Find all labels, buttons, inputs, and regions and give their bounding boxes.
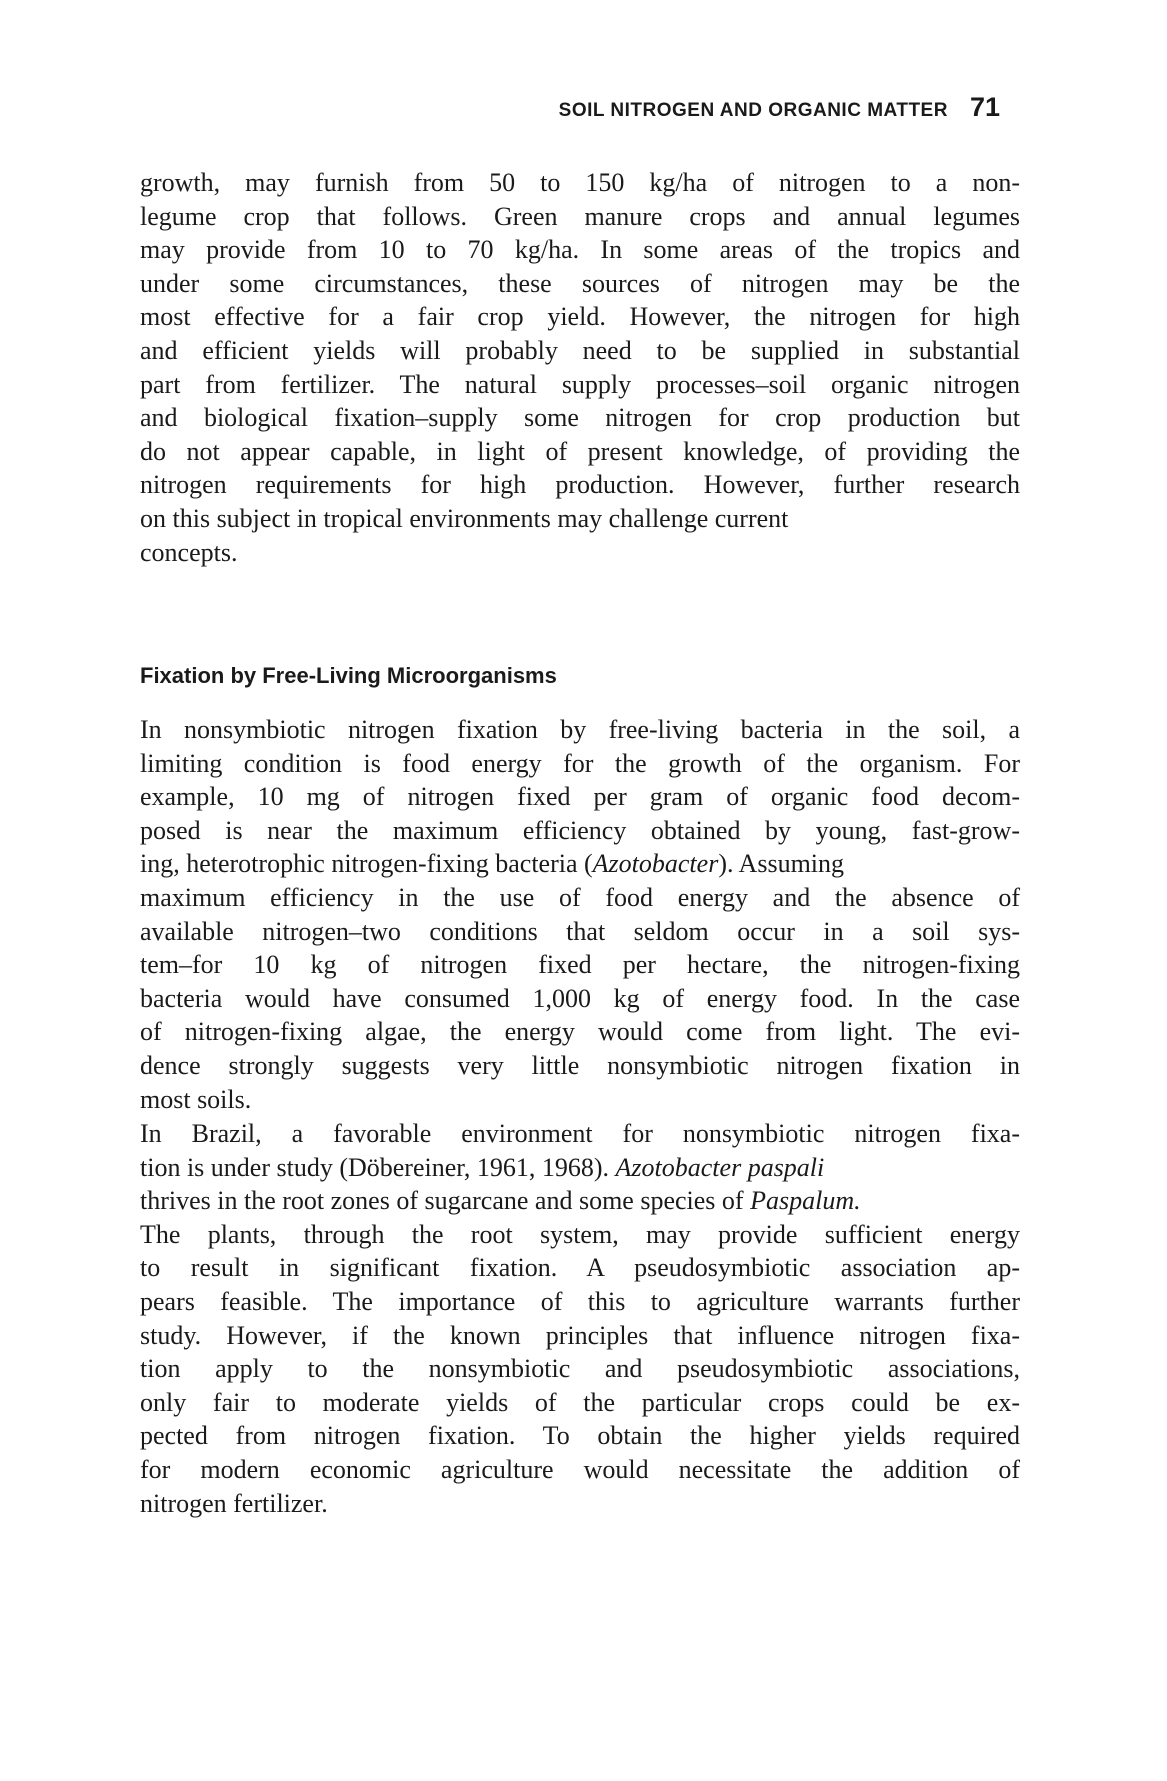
text-line: In nonsymbiotic nitrogen fixation by free-living bacteria in the soil, a: [140, 715, 1020, 744]
text-line: concepts.: [140, 537, 238, 567]
text-line: and biological fixation–supply some nitrogen for crop production but: [140, 403, 1020, 433]
text-line: [140, 1151, 1020, 1185]
text-line: under some circumstances, these sources of nitrogen may be the: [140, 268, 1020, 298]
text-line: nitrogen requirements for high production. However, further research: [140, 470, 1020, 500]
text-line: most effective for a fair crop yield. However, the nitrogen for high: [140, 302, 1020, 332]
text-line: may provide from 10 to 70 kg/ha. In some areas of the tropics and: [140, 235, 1020, 265]
text-line: posed is near the maximum efficiency obtained by young, fast-grow-: [140, 815, 1020, 845]
italic-genus-name: Paspalum.: [750, 1186, 861, 1216]
text-segment: ). Assuming: [718, 849, 845, 879]
text-line: and efficient yields will probably need to be supplied in substantial: [140, 335, 1020, 365]
text-line: example, 10 mg of nitrogen fixed per gram of organic food decom-: [140, 782, 1020, 812]
italic-species-name: Azotobacter: [592, 849, 719, 879]
text-line: do not appear capable, in light of present knowledge, of providing the: [140, 436, 1020, 466]
running-head: [140, 92, 1000, 123]
text-segment: thrives in the root zones of sugarcane and some species of: [140, 1186, 751, 1216]
text-line: [140, 847, 1020, 881]
text-line: on this subject in tropical environments may challenge current: [140, 503, 789, 533]
text-line: pected from nitrogen fixation. To obtain the higher yields required: [140, 1421, 1020, 1451]
text-line: pears feasible. The importance of this to agriculture warrants further: [140, 1286, 1020, 1316]
paragraph-2: [140, 713, 1020, 1116]
text-line: tion apply to the nonsymbiotic and pseudosymbiotic associations,: [140, 1354, 1020, 1384]
text-line: available nitrogen–two conditions that seldom occur in a soil sys-: [140, 916, 1020, 946]
text-line: growth, may furnish from 50 to 150 kg/ha of nitrogen to a non-: [140, 168, 1020, 197]
text-segment: tion is under study (Döbereiner, 1961, 1968).: [140, 1152, 616, 1182]
text-line: only fair to moderate yields of the particular crops could be ex-: [140, 1387, 1020, 1417]
running-title: SOIL NITROGEN AND ORGANIC MATTER: [558, 100, 948, 121]
text-line: bacteria would have consumed 1,000 kg of energy food. In the case: [140, 983, 1020, 1013]
section-heading: Fixation by Free-Living Microorganisms: [140, 663, 557, 688]
italic-species-name: Azotobacter paspali: [615, 1152, 825, 1182]
text-line: of nitrogen-fixing algae, the energy would come from light. The evi-: [140, 1017, 1020, 1047]
text-line: In Brazil, a favorable environment for nonsymbiotic nitrogen fixa-: [140, 1119, 1020, 1148]
paragraph-3: [140, 1117, 1020, 1520]
text-line: for modern economic agriculture would necessitate the addition of: [140, 1454, 1020, 1484]
text-segment: ing, heterotrophic nitrogen-fixing bacteria (: [140, 849, 593, 879]
paragraph-1: [140, 166, 1020, 569]
text-line: most soils.: [140, 1084, 252, 1114]
text-line: maximum efficiency in the use of food energy and the absence of: [140, 882, 1020, 912]
text-line: to result in significant fixation. A pseudosymbiotic association ap-: [140, 1253, 1020, 1283]
text-line: dence strongly suggests very little nonsymbiotic nitrogen fixation in: [140, 1050, 1020, 1080]
text-line: limiting condition is food energy for the growth of the organism. For: [140, 748, 1020, 778]
text-line: The plants, through the root system, may provide sufficient energy: [140, 1219, 1020, 1249]
text-line: nitrogen fertilizer.: [140, 1488, 328, 1518]
text-line: part from fertilizer. The natural supply processes–soil organic nitrogen: [140, 369, 1020, 399]
text-line: [140, 1184, 1020, 1218]
page-number: 71: [969, 92, 1000, 122]
text-line: study. However, if the known principles that influence nitrogen fixa-: [140, 1320, 1020, 1350]
text-line: legume crop that follows. Green manure crops and annual legumes: [140, 201, 1020, 231]
text-line: tem–for 10 kg of nitrogen fixed per hectare, the nitrogen-fixing: [140, 950, 1020, 980]
